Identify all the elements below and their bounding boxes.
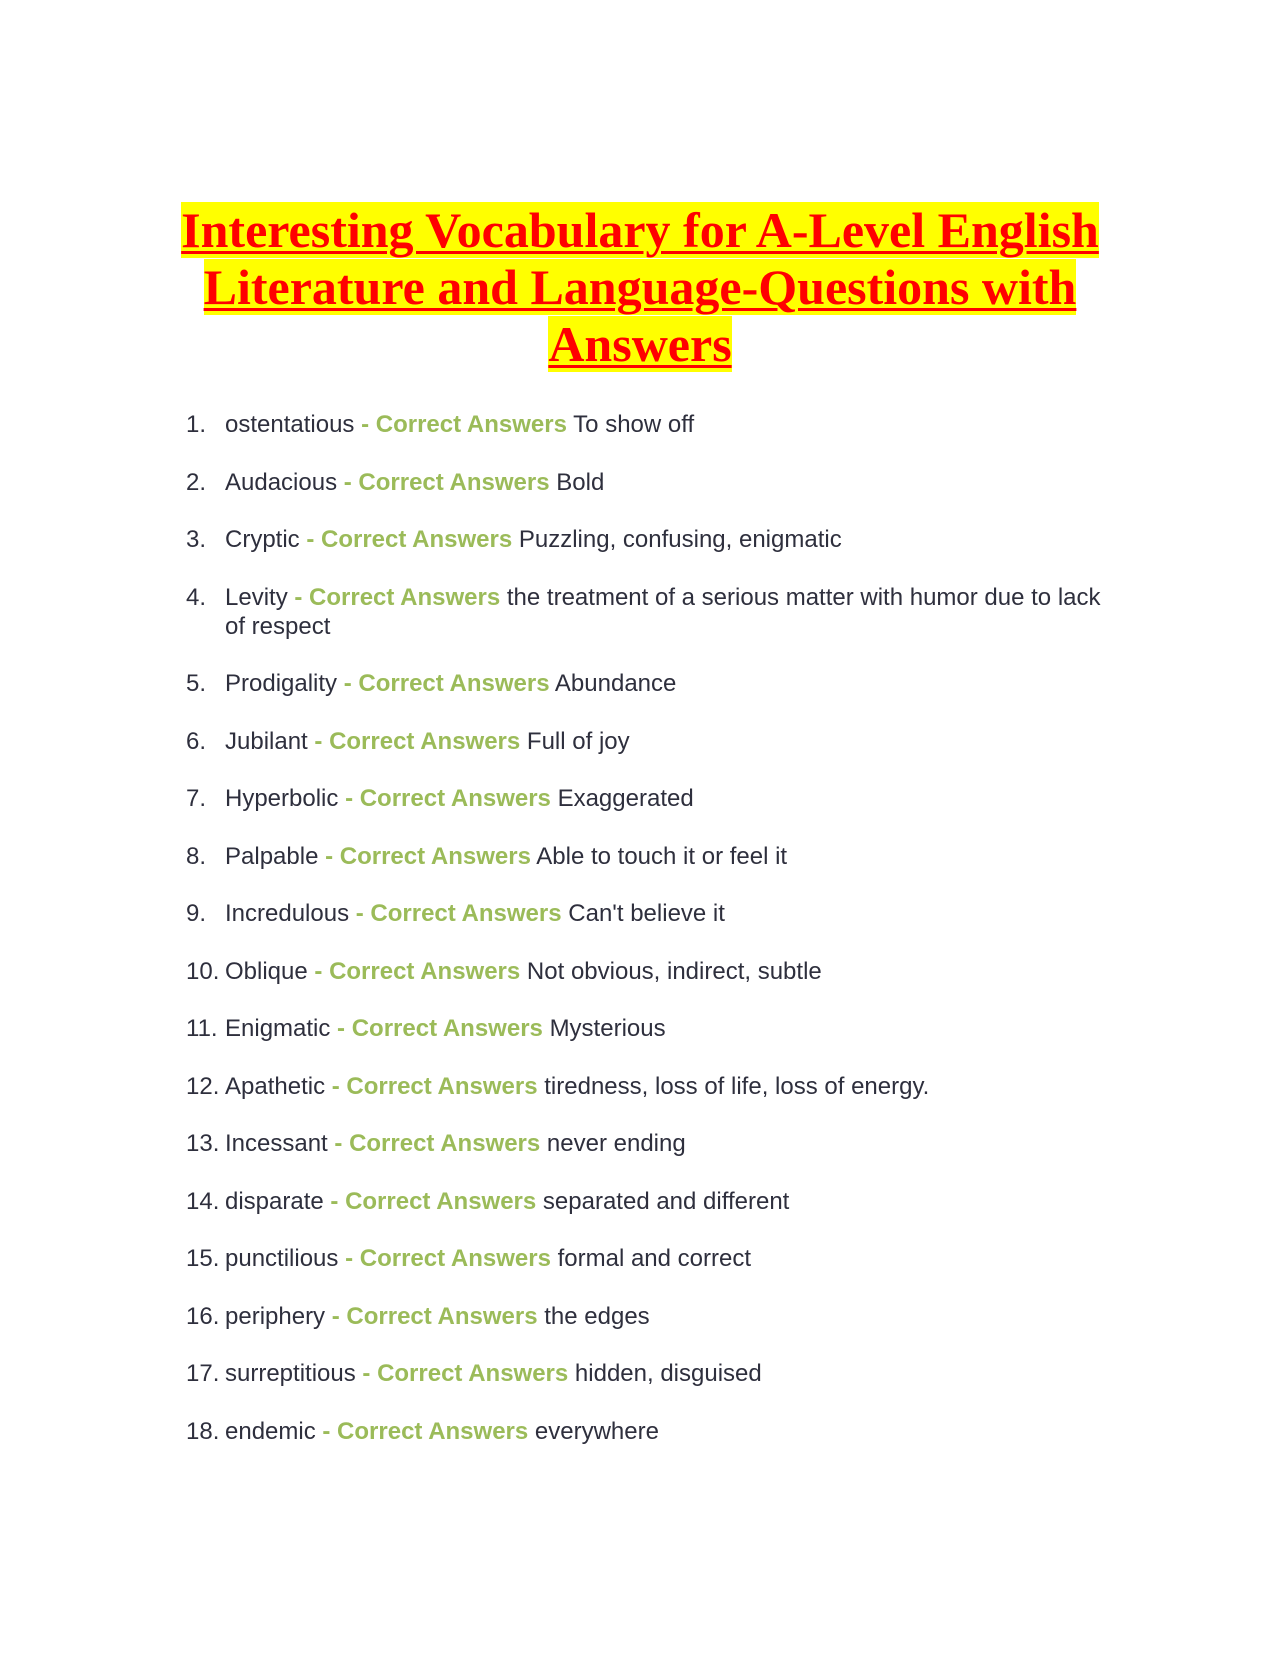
item-answer: Bold: [556, 469, 605, 496]
item-text: [225, 899, 1106, 928]
item-text: [225, 1244, 1106, 1273]
item-number: 8.: [186, 843, 207, 870]
item-text: [225, 583, 1106, 641]
item-number: 14.: [186, 1188, 220, 1215]
item-number: 4.: [186, 584, 207, 611]
item-number: 17.: [186, 1360, 220, 1387]
list-item: [186, 1417, 1106, 1446]
item-answer: hidden, disguised: [574, 1360, 762, 1387]
item-text: [225, 410, 1106, 439]
correct-answers-label: - Correct Answers: [345, 1245, 551, 1272]
item-term: Levity: [225, 584, 288, 611]
item-text: [225, 957, 1106, 986]
item-answer: tiredness, loss of life, loss of energy.: [544, 1073, 930, 1100]
item-text: [225, 784, 1106, 813]
item-answer: Able to touch it or feel it: [536, 843, 788, 870]
correct-answers-label: - Correct Answers: [343, 469, 550, 496]
item-answer: Not obvious, indirect, subtle: [526, 958, 822, 985]
list-item: [186, 1359, 1106, 1388]
item-term: Cryptic: [225, 526, 300, 553]
item-term: Palpable: [225, 843, 319, 870]
item-answer: Full of joy: [526, 728, 630, 755]
correct-answers-label: - Correct Answers: [343, 670, 550, 697]
list-item: [186, 842, 1106, 871]
item-text: [225, 727, 1106, 756]
item-text: [225, 1072, 1106, 1101]
item-term: periphery: [225, 1303, 326, 1330]
item-term: Incessant: [225, 1130, 328, 1157]
item-text: [225, 1417, 1106, 1446]
item-text: [225, 1359, 1106, 1388]
item-answer: To show off: [573, 411, 695, 438]
item-answer: Exaggerated: [557, 785, 694, 812]
item-text: [225, 1014, 1106, 1043]
item-term: endemic: [225, 1418, 316, 1445]
item-term: disparate: [225, 1188, 324, 1215]
correct-answers-label: - Correct Answers: [306, 526, 513, 553]
correct-answers-label: - Correct Answers: [362, 1360, 569, 1387]
list-item: [186, 468, 1106, 497]
correct-answers-label: - Correct Answers: [355, 900, 562, 927]
item-term: Audacious: [225, 469, 338, 496]
item-term: Oblique: [225, 958, 308, 985]
item-term: Hyperbolic: [225, 785, 339, 812]
item-answer: the treatment of a serious matter with humor due to lack of respect: [225, 584, 1101, 640]
list-item: [186, 583, 1106, 641]
list-item: [186, 899, 1106, 928]
list-item: [186, 727, 1106, 756]
correct-answers-label: - Correct Answers: [334, 1130, 541, 1157]
item-number: 9.: [186, 900, 207, 927]
item-number: 11.: [186, 1015, 218, 1042]
item-answer: Abundance: [554, 670, 677, 697]
item-term: Incredulous: [225, 900, 350, 927]
list-item: [186, 1014, 1106, 1043]
item-number: 16.: [186, 1303, 220, 1330]
item-text: [225, 1187, 1106, 1216]
list-item: [186, 1187, 1106, 1216]
list-item: [186, 669, 1106, 698]
correct-answers-label: - Correct Answers: [330, 1188, 537, 1215]
correct-answers-label: - Correct Answers: [314, 958, 521, 985]
item-term: Enigmatic: [225, 1015, 331, 1042]
item-number: 1.: [186, 411, 207, 438]
list-item: [186, 525, 1106, 554]
item-answer: the edges: [544, 1303, 650, 1330]
list-item: [186, 957, 1106, 986]
item-answer: never ending: [546, 1130, 686, 1157]
item-number: 15.: [186, 1245, 220, 1272]
list-item: [186, 784, 1106, 813]
item-answer: separated and different: [542, 1188, 790, 1215]
document-title-text: Interesting Vocabulary for A-Level English Literature and Language-Questions with Answers: [181, 202, 1099, 372]
item-text: [225, 669, 1106, 698]
list-item: [186, 410, 1106, 439]
correct-answers-label: - Correct Answers: [331, 1073, 538, 1100]
correct-answers-label: - Correct Answers: [337, 1015, 543, 1042]
correct-answers-label: - Correct Answers: [331, 1303, 538, 1330]
correct-answers-label: - Correct Answers: [294, 584, 501, 611]
correct-answers-label: - Correct Answers: [361, 411, 567, 438]
correct-answers-label: - Correct Answers: [345, 785, 551, 812]
correct-answers-label: - Correct Answers: [314, 728, 521, 755]
list-item: [186, 1129, 1106, 1158]
item-number: 2.: [186, 469, 207, 496]
item-number: 13.: [186, 1130, 220, 1157]
item-number: 12.: [186, 1073, 220, 1100]
item-term: punctilious: [225, 1245, 339, 1272]
item-number: 10.: [186, 958, 220, 985]
item-answer: Puzzling, confusing, enigmatic: [518, 526, 842, 553]
item-text: [225, 842, 1106, 871]
list-item: [186, 1072, 1106, 1101]
item-answer: Mysterious: [549, 1015, 666, 1042]
item-answer: Can't believe it: [568, 900, 725, 927]
item-answer: formal and correct: [557, 1245, 751, 1272]
item-number: 5.: [186, 670, 207, 697]
item-text: [225, 1129, 1106, 1158]
item-text: [225, 525, 1106, 554]
item-number: 3.: [186, 526, 207, 553]
item-answer: everywhere: [534, 1418, 659, 1445]
item-term: Prodigality: [225, 670, 338, 697]
document-title: [160, 202, 1120, 373]
item-text: [225, 1302, 1106, 1331]
list-item: [186, 1302, 1106, 1331]
item-text: [225, 468, 1106, 497]
item-number: 18.: [186, 1418, 220, 1445]
item-term: ostentatious: [225, 411, 355, 438]
item-term: surreptitious: [225, 1360, 356, 1387]
correct-answers-label: - Correct Answers: [325, 843, 531, 870]
list-item: [186, 1244, 1106, 1273]
item-number: 6.: [186, 728, 207, 755]
item-number: 7.: [186, 785, 207, 812]
correct-answers-label: - Correct Answers: [322, 1418, 529, 1445]
item-term: Apathetic: [225, 1073, 326, 1100]
item-term: Jubilant: [225, 728, 308, 755]
